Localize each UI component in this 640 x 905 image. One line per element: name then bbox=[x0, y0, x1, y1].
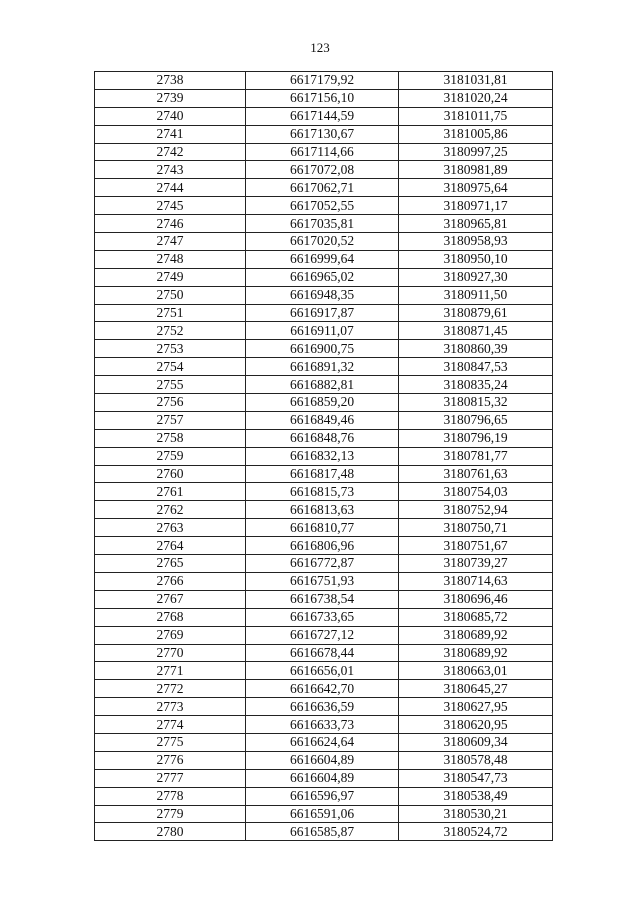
x-coordinate-cell: 6616849,46 bbox=[246, 411, 399, 429]
point-number-cell: 2768 bbox=[95, 608, 246, 626]
x-coordinate-cell: 6617052,55 bbox=[246, 197, 399, 215]
x-coordinate-cell: 6616891,32 bbox=[246, 358, 399, 376]
y-coordinate-cell: 3180971,17 bbox=[399, 197, 553, 215]
point-number-cell: 2747 bbox=[95, 233, 246, 251]
point-number-cell: 2770 bbox=[95, 644, 246, 662]
y-coordinate-cell: 3180524,72 bbox=[399, 823, 553, 841]
y-coordinate-cell: 3180835,24 bbox=[399, 376, 553, 394]
point-number-cell: 2769 bbox=[95, 626, 246, 644]
y-coordinate-cell: 3180965,81 bbox=[399, 215, 553, 233]
x-coordinate-cell: 6616585,87 bbox=[246, 823, 399, 841]
table-row bbox=[95, 644, 553, 662]
y-coordinate-cell: 3180796,65 bbox=[399, 411, 553, 429]
table-row bbox=[95, 72, 553, 90]
x-coordinate-cell: 6617144,59 bbox=[246, 107, 399, 125]
point-number-cell: 2777 bbox=[95, 769, 246, 787]
point-number-cell: 2775 bbox=[95, 733, 246, 751]
table-row bbox=[95, 608, 553, 626]
table-row bbox=[95, 179, 553, 197]
x-coordinate-cell: 6616911,07 bbox=[246, 322, 399, 340]
y-coordinate-cell: 3180739,27 bbox=[399, 555, 553, 573]
y-coordinate-cell: 3180578,48 bbox=[399, 751, 553, 769]
point-number-cell: 2764 bbox=[95, 537, 246, 555]
x-coordinate-cell: 6616751,93 bbox=[246, 572, 399, 590]
x-coordinate-cell: 6617130,67 bbox=[246, 125, 399, 143]
table-row bbox=[95, 89, 553, 107]
table-row bbox=[95, 769, 553, 787]
x-coordinate-cell: 6616900,75 bbox=[246, 340, 399, 358]
point-number-cell: 2771 bbox=[95, 662, 246, 680]
y-coordinate-cell: 3180620,95 bbox=[399, 716, 553, 734]
point-number-cell: 2740 bbox=[95, 107, 246, 125]
x-coordinate-cell: 6616624,64 bbox=[246, 733, 399, 751]
table-row bbox=[95, 787, 553, 805]
y-coordinate-cell: 3180815,32 bbox=[399, 394, 553, 412]
table-row bbox=[95, 823, 553, 841]
x-coordinate-cell: 6616832,13 bbox=[246, 447, 399, 465]
point-number-cell: 2745 bbox=[95, 197, 246, 215]
point-number-cell: 2741 bbox=[95, 125, 246, 143]
table-row bbox=[95, 698, 553, 716]
y-coordinate-cell: 3180981,89 bbox=[399, 161, 553, 179]
point-number-cell: 2739 bbox=[95, 89, 246, 107]
x-coordinate-cell: 6617072,08 bbox=[246, 161, 399, 179]
table-row bbox=[95, 626, 553, 644]
table-row bbox=[95, 429, 553, 447]
y-coordinate-cell: 3180997,25 bbox=[399, 143, 553, 161]
table-row bbox=[95, 125, 553, 143]
x-coordinate-cell: 6616738,54 bbox=[246, 590, 399, 608]
x-coordinate-cell: 6616733,65 bbox=[246, 608, 399, 626]
y-coordinate-cell: 3180752,94 bbox=[399, 501, 553, 519]
table-row bbox=[95, 465, 553, 483]
table-row bbox=[95, 501, 553, 519]
table-row bbox=[95, 161, 553, 179]
page-number: 123 bbox=[310, 40, 330, 55]
x-coordinate-cell: 6616965,02 bbox=[246, 268, 399, 286]
point-number-cell: 2774 bbox=[95, 716, 246, 734]
y-coordinate-cell: 3180750,71 bbox=[399, 519, 553, 537]
point-number-cell: 2738 bbox=[95, 72, 246, 90]
point-number-cell: 2752 bbox=[95, 322, 246, 340]
point-number-cell: 2779 bbox=[95, 805, 246, 823]
point-number-cell: 2749 bbox=[95, 268, 246, 286]
table-row bbox=[95, 555, 553, 573]
y-coordinate-cell: 3180530,21 bbox=[399, 805, 553, 823]
y-coordinate-cell: 3180685,72 bbox=[399, 608, 553, 626]
table-row bbox=[95, 250, 553, 268]
point-number-cell: 2772 bbox=[95, 680, 246, 698]
x-coordinate-cell: 6616727,12 bbox=[246, 626, 399, 644]
table-row bbox=[95, 447, 553, 465]
y-coordinate-cell: 3181020,24 bbox=[399, 89, 553, 107]
table-row bbox=[95, 340, 553, 358]
point-number-cell: 2759 bbox=[95, 447, 246, 465]
x-coordinate-cell: 6616882,81 bbox=[246, 376, 399, 394]
point-number-cell: 2744 bbox=[95, 179, 246, 197]
table-row bbox=[95, 286, 553, 304]
point-number-cell: 2755 bbox=[95, 376, 246, 394]
y-coordinate-cell: 3180547,73 bbox=[399, 769, 553, 787]
point-number-cell: 2760 bbox=[95, 465, 246, 483]
table-row bbox=[95, 716, 553, 734]
y-coordinate-cell: 3180689,92 bbox=[399, 626, 553, 644]
point-number-cell: 2776 bbox=[95, 751, 246, 769]
table-row bbox=[95, 805, 553, 823]
y-coordinate-cell: 3180950,10 bbox=[399, 250, 553, 268]
point-number-cell: 2762 bbox=[95, 501, 246, 519]
point-number-cell: 2746 bbox=[95, 215, 246, 233]
x-coordinate-cell: 6617062,71 bbox=[246, 179, 399, 197]
table-row bbox=[95, 394, 553, 412]
y-coordinate-cell: 3180911,50 bbox=[399, 286, 553, 304]
x-coordinate-cell: 6617156,10 bbox=[246, 89, 399, 107]
table-body bbox=[95, 72, 553, 841]
table-row bbox=[95, 233, 553, 251]
y-coordinate-cell: 3180847,53 bbox=[399, 358, 553, 376]
x-coordinate-cell: 6616604,89 bbox=[246, 751, 399, 769]
point-number-cell: 2778 bbox=[95, 787, 246, 805]
y-coordinate-cell: 3180751,67 bbox=[399, 537, 553, 555]
table-row bbox=[95, 268, 553, 286]
y-coordinate-cell: 3180538,49 bbox=[399, 787, 553, 805]
y-coordinate-cell: 3180871,45 bbox=[399, 322, 553, 340]
table-row bbox=[95, 143, 553, 161]
table-row bbox=[95, 680, 553, 698]
table-row bbox=[95, 411, 553, 429]
point-number-cell: 2773 bbox=[95, 698, 246, 716]
table-row bbox=[95, 662, 553, 680]
x-coordinate-cell: 6616772,87 bbox=[246, 555, 399, 573]
y-coordinate-cell: 3180975,64 bbox=[399, 179, 553, 197]
x-coordinate-cell: 6617020,52 bbox=[246, 233, 399, 251]
point-number-cell: 2765 bbox=[95, 555, 246, 573]
point-number-cell: 2767 bbox=[95, 590, 246, 608]
x-coordinate-cell: 6616596,97 bbox=[246, 787, 399, 805]
coordinates-table bbox=[94, 71, 553, 841]
point-number-cell: 2757 bbox=[95, 411, 246, 429]
x-coordinate-cell: 6616636,59 bbox=[246, 698, 399, 716]
table-row bbox=[95, 376, 553, 394]
table-row bbox=[95, 519, 553, 537]
x-coordinate-cell: 6616848,76 bbox=[246, 429, 399, 447]
table-row bbox=[95, 733, 553, 751]
x-coordinate-cell: 6617035,81 bbox=[246, 215, 399, 233]
x-coordinate-cell: 6616813,63 bbox=[246, 501, 399, 519]
point-number-cell: 2753 bbox=[95, 340, 246, 358]
table-row bbox=[95, 537, 553, 555]
y-coordinate-cell: 3180927,30 bbox=[399, 268, 553, 286]
table-row bbox=[95, 215, 553, 233]
point-number-cell: 2743 bbox=[95, 161, 246, 179]
x-coordinate-cell: 6616817,48 bbox=[246, 465, 399, 483]
x-coordinate-cell: 6616917,87 bbox=[246, 304, 399, 322]
y-coordinate-cell: 3181031,81 bbox=[399, 72, 553, 90]
table-row bbox=[95, 590, 553, 608]
table-row bbox=[95, 572, 553, 590]
y-coordinate-cell: 3180714,63 bbox=[399, 572, 553, 590]
x-coordinate-cell: 6617179,92 bbox=[246, 72, 399, 90]
point-number-cell: 2758 bbox=[95, 429, 246, 447]
point-number-cell: 2750 bbox=[95, 286, 246, 304]
y-coordinate-cell: 3180609,34 bbox=[399, 733, 553, 751]
table-row bbox=[95, 751, 553, 769]
x-coordinate-cell: 6616678,44 bbox=[246, 644, 399, 662]
table-row bbox=[95, 483, 553, 501]
x-coordinate-cell: 6616591,06 bbox=[246, 805, 399, 823]
y-coordinate-cell: 3181011,75 bbox=[399, 107, 553, 125]
table-row bbox=[95, 358, 553, 376]
x-coordinate-cell: 6616604,89 bbox=[246, 769, 399, 787]
x-coordinate-cell: 6616656,01 bbox=[246, 662, 399, 680]
table-row bbox=[95, 197, 553, 215]
table-row bbox=[95, 107, 553, 125]
y-coordinate-cell: 3180627,95 bbox=[399, 698, 553, 716]
point-number-cell: 2761 bbox=[95, 483, 246, 501]
table-row bbox=[95, 322, 553, 340]
y-coordinate-cell: 3180761,63 bbox=[399, 465, 553, 483]
x-coordinate-cell: 6616806,96 bbox=[246, 537, 399, 555]
x-coordinate-cell: 6616815,73 bbox=[246, 483, 399, 501]
y-coordinate-cell: 3180860,39 bbox=[399, 340, 553, 358]
point-number-cell: 2748 bbox=[95, 250, 246, 268]
x-coordinate-cell: 6616999,64 bbox=[246, 250, 399, 268]
x-coordinate-cell: 6616810,77 bbox=[246, 519, 399, 537]
y-coordinate-cell: 3181005,86 bbox=[399, 125, 553, 143]
x-coordinate-cell: 6616859,20 bbox=[246, 394, 399, 412]
x-coordinate-cell: 6616948,35 bbox=[246, 286, 399, 304]
y-coordinate-cell: 3180796,19 bbox=[399, 429, 553, 447]
point-number-cell: 2780 bbox=[95, 823, 246, 841]
point-number-cell: 2751 bbox=[95, 304, 246, 322]
y-coordinate-cell: 3180958,93 bbox=[399, 233, 553, 251]
y-coordinate-cell: 3180663,01 bbox=[399, 662, 553, 680]
y-coordinate-cell: 3180689,92 bbox=[399, 644, 553, 662]
y-coordinate-cell: 3180754,03 bbox=[399, 483, 553, 501]
point-number-cell: 2766 bbox=[95, 572, 246, 590]
point-number-cell: 2742 bbox=[95, 143, 246, 161]
y-coordinate-cell: 3180781,77 bbox=[399, 447, 553, 465]
x-coordinate-cell: 6617114,66 bbox=[246, 143, 399, 161]
point-number-cell: 2763 bbox=[95, 519, 246, 537]
point-number-cell: 2756 bbox=[95, 394, 246, 412]
x-coordinate-cell: 6616642,70 bbox=[246, 680, 399, 698]
y-coordinate-cell: 3180879,61 bbox=[399, 304, 553, 322]
y-coordinate-cell: 3180645,27 bbox=[399, 680, 553, 698]
x-coordinate-cell: 6616633,73 bbox=[246, 716, 399, 734]
point-number-cell: 2754 bbox=[95, 358, 246, 376]
table-row bbox=[95, 304, 553, 322]
y-coordinate-cell: 3180696,46 bbox=[399, 590, 553, 608]
